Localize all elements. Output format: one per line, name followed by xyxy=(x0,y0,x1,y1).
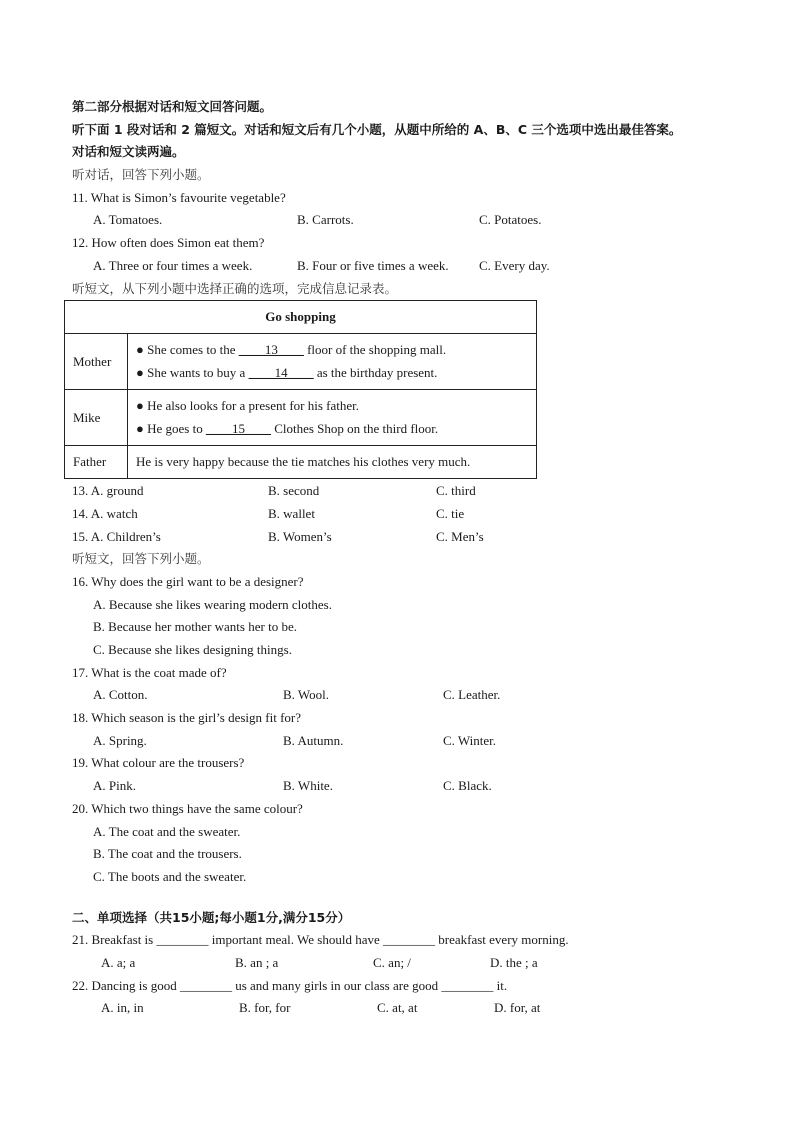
option-c[interactable]: C. Every day. xyxy=(479,257,550,273)
option-c[interactable]: C. third xyxy=(436,483,476,499)
blank-13: ____13____ xyxy=(238,342,304,357)
option-a[interactable]: A. Pink. xyxy=(93,778,136,794)
question-11-options xyxy=(72,209,732,232)
option-c[interactable]: C. Men’s xyxy=(436,528,484,544)
question-18-options xyxy=(72,730,732,753)
section-instruction-2: 对话和短文读两遍。 xyxy=(72,144,185,160)
question-19-stem: 19. What colour are the trousers? xyxy=(72,755,245,771)
mother-line2-post: as the birthday present. xyxy=(313,364,438,380)
question-21-stem: 21. Breakfast is ________ important meal. We should have ________ breakfast every morning. xyxy=(72,932,569,948)
blank-15: ____15____ xyxy=(205,420,271,436)
table-title: Go shopping xyxy=(65,301,537,334)
option-b[interactable]: B. Autumn. xyxy=(283,732,344,748)
question-15-options xyxy=(72,526,732,549)
option-a[interactable]: A. Because she likes wearing modern clothes. xyxy=(93,596,332,612)
mother-line1-pre: ● She comes to the xyxy=(136,342,239,357)
section-b-title: 二、单项选择（共15小题;每小题1分,满分15分） xyxy=(72,909,351,925)
option-a[interactable]: 14. A. watch xyxy=(72,505,138,521)
info-record-table xyxy=(64,300,537,479)
option-a[interactable]: A. in, in xyxy=(101,1000,144,1016)
question-22-options xyxy=(72,997,732,1020)
option-a[interactable]: A. a; a xyxy=(101,954,136,970)
section-instruction: 听下面 1 段对话和 2 篇短文。对话和短文后有几个小题，从题中所给的 A、B、C 三个选项中选出最佳答案。 xyxy=(72,121,682,137)
question-17-stem: 17. What is the coat made of? xyxy=(72,664,227,680)
option-a[interactable]: A. Spring. xyxy=(93,732,147,748)
option-c[interactable]: C. an; / xyxy=(373,954,411,970)
option-c[interactable]: C. Because she likes designing things. xyxy=(93,642,292,657)
option-b[interactable]: B. for, for xyxy=(239,1000,291,1016)
father-cell: He is very happy because the tie matches his clothes very much. xyxy=(128,446,537,479)
option-a[interactable]: A. Cotton. xyxy=(93,687,148,703)
option-d[interactable]: D. for, at xyxy=(494,1000,541,1016)
option-a[interactable]: A. Three or four times a week. xyxy=(93,257,253,273)
exam-page xyxy=(72,96,732,1020)
option-b[interactable]: B. Because her mother wants her to be. xyxy=(93,619,297,635)
option-b[interactable]: B. an ; a xyxy=(235,954,279,970)
row-label-mother: Mother xyxy=(65,334,128,390)
option-c[interactable]: C. Winter. xyxy=(443,732,497,748)
question-22-stem: 22. Dancing is good ________ us and many girls in our class are good ________ it. xyxy=(72,977,508,993)
question-12-stem: 12. How often does Simon eat them? xyxy=(72,235,265,251)
option-b[interactable]: B. The coat and the trousers. xyxy=(93,846,242,862)
option-b[interactable]: B. wallet xyxy=(268,505,315,521)
option-c[interactable]: C. Black. xyxy=(443,778,492,794)
mother-cell xyxy=(128,334,537,390)
question-17-options xyxy=(72,684,732,707)
question-21-options xyxy=(72,952,732,975)
blank-14: ____14____ xyxy=(248,364,314,380)
option-b[interactable]: B. Wool. xyxy=(283,687,330,703)
option-a[interactable]: 15. A. Children’s xyxy=(72,528,161,544)
mother-line1-post: floor of the shopping mall. xyxy=(303,342,447,357)
option-a[interactable]: A. The coat and the sweater. xyxy=(93,823,241,839)
mike-line2-post: Clothes Shop on the third floor. xyxy=(270,420,439,436)
option-a[interactable]: A. Tomatoes. xyxy=(93,212,163,228)
option-c[interactable]: C. tie xyxy=(436,505,465,521)
option-c[interactable]: C. Potatoes. xyxy=(479,212,542,228)
mike-line1: ● He also looks for a present for his father. xyxy=(136,398,360,413)
mike-line2-pre: ● He goes to xyxy=(136,420,206,436)
question-18-stem: 18. Which season is the girl’s design fit for? xyxy=(72,710,302,726)
option-c[interactable]: C. The boots and the sweater. xyxy=(93,868,247,884)
mike-cell xyxy=(128,390,537,446)
option-b[interactable]: B. Carrots. xyxy=(297,212,354,228)
row-label-father: Father xyxy=(65,446,128,479)
question-11-stem: 11. What is Simon’s favourite vegetable? xyxy=(72,189,286,205)
row-label-mike: Mike xyxy=(65,390,128,446)
question-19-options xyxy=(72,775,732,798)
passage1-intro: 听短文，从下列小题中选择正确的选项，完成信息记录表。 xyxy=(72,280,398,296)
question-14-options xyxy=(72,503,732,526)
section-title: 第二部分根据对话和短文回答问题。 xyxy=(72,99,273,114)
question-12-options xyxy=(72,255,732,278)
question-16-stem: 16. Why does the girl want to be a designer? xyxy=(72,573,304,589)
option-c[interactable]: C. at, at xyxy=(377,1000,418,1016)
passage2-intro: 听短文，回答下列小题。 xyxy=(72,551,210,567)
option-b[interactable]: B. White. xyxy=(283,778,333,794)
option-b[interactable]: B. Four or five times a week. xyxy=(297,257,449,273)
question-20-stem: 20. Which two things have the same colour? xyxy=(72,800,303,816)
spacer xyxy=(72,889,732,907)
option-c[interactable]: C. Leather. xyxy=(443,687,501,703)
dialogue-intro: 听对话，回答下列小题。 xyxy=(72,167,210,183)
mother-line2-pre: ● She wants to buy a xyxy=(136,364,249,380)
option-b[interactable]: B. second xyxy=(268,483,320,499)
option-b[interactable]: B. Women’s xyxy=(268,528,332,544)
option-a[interactable]: 13. A. ground xyxy=(72,483,144,499)
question-13-options xyxy=(72,480,732,503)
option-d[interactable]: D. the ; a xyxy=(490,954,538,970)
